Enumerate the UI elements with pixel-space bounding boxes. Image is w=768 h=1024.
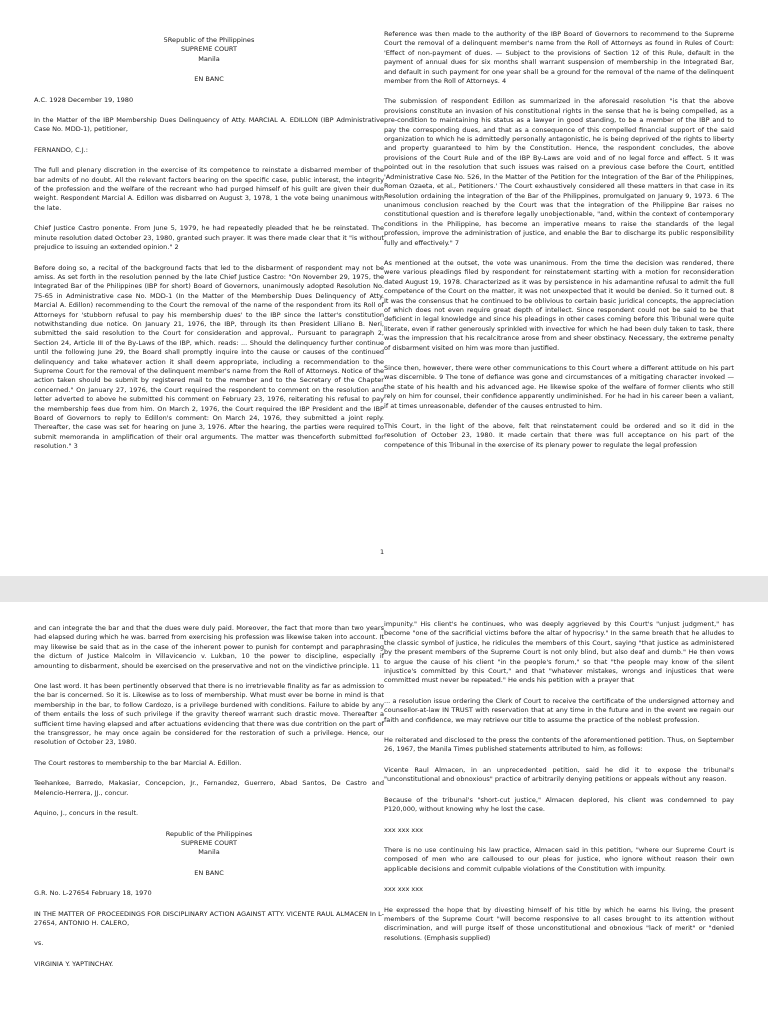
paragraph: ... a resolution issue ordering the Clerk of Court to receive the certificate of the undersigned attorney and counsellor-at-law IN TRUST with reservation that at any time in the future and in the event we regain our faith and confidence, we may retrieve our title to assume the practice of the noblest profession. — [384, 696, 734, 724]
versus: vs. — [34, 939, 44, 948]
paragraph: impunity." His client's he continues, who was deeply aggrieved by this Court's "unjust judgment," has become "one of the sacrificial victims before the altar of hypocrisy." In the same breath that he alludes to the classic symbol of justice, he ridicules the members of this Court, saying "that justice as administered by the present members of the Supreme Court is not only blind, but also deaf and dumb." He then vows to argue the cause of his client "in the people's forum," so that "the people may know of the silent injustice's committed by this Court," and that "whatever mistakes, wrongs and injustices that were committed must never be repeated." He ends his petition with a prayer that — [384, 620, 734, 685]
respondent-name: VIRGINIA Y. YAPTINCHAY. — [34, 959, 114, 968]
header-court: SUPREME COURT — [180, 838, 238, 847]
paragraph: He expressed the hope that by divesting himself of his title by which he earns his living, the present members of the Supreme Court "will become responsive to all cases brought to its attention without discrimination, and will purge itself of those unconstitutional and obnoxious "lack of merit" or "denied resolutions. (Emphasis supplied) — [384, 905, 734, 942]
paragraph: and can integrate the bar and that the dues were duly paid. Moreover, the fact that more than two years had elapsed during which he was. barred from exercising his profession was likewise taken into account. It may likewise be said that as in the case of the inherent power to punish for contempt and paraphrasing the dictum of Justice Malcolm in Villavicencio v. Lukban, 10 the power to discipline, especially if amounting to disbarment, should be exercised on the preservative and not on the vindictive principle. 11 — [34, 624, 384, 670]
header-city: Manila — [198, 848, 220, 857]
page2-left-column — [34, 624, 384, 1024]
header-court: SUPREME COURT — [180, 45, 238, 54]
paragraph: Because of the tribunal's "short-cut justice," Almacen deplored, his client was condemned to pay P120,000, without knowing why he lost the case. — [384, 795, 734, 814]
en-banc-heading: EN BANC — [194, 75, 224, 84]
paragraph: This Court, in the light of the above, felt that reinstatement could be ordered and so it did in the resolution of October 23, 1980. It made certain that there was full acceptance on his part of the competence of this Tribunal in the exercise of its plenary power to regulate the legal profession — [384, 422, 734, 449]
case-number-date: A.C. 1928 December 19, 1980 — [34, 95, 134, 104]
paragraph: Aquino, J., concurs in the result. — [34, 809, 139, 818]
page1-right-column — [384, 30, 734, 540]
page2-right-column — [384, 620, 734, 1024]
paragraph: There is no use continuing his law practice, Almacen said in this petition, "where our Supreme Court is composed of men who are calloused to our pleas for justice, who ignore without reason their own applicable decisions and commit culpable violations of the Constitution with impunity. — [384, 845, 734, 873]
paragraph: The submission of respondent Edillon as summarized in the aforesaid resolution "is that the above provisions constitute an invasion of his constitutional rights in the sense that he is being compelled, as a pre-condition to maintaining his status as a lawyer in good standing, to be a member of the IBP and to pay the corresponding dues, and that as a consequence of this compelled financial support of the said organization to which he is admittedly personally antagonistic, he is being deprived of the rights to liberty and property guaranteed to him by the Constitution. Hence, the respondent concludes, the above provisions of the Court Rule and of the IBP By-Laws are void and of no legal force and effect. 5 It was pointed out in the resolution that such issues was raised on a previous case before the Court, entitled 'Administrative Case No. 526, In the Matter of the Petition for the Integration of the Bar of the Philippines, Roman Ozaeta, et al., Petitioners.' The Court exhaustively considered all these matters in that case in its Resolution ordaining the integration of the Bar of the Philippines, promulgated on January 9, 1973. 6 The unanimous conclusion reached by the Court was that the integration of the Philippine Bar raises no constitutional question and is therefore legally unobjectionable, "and, within the context of contemporary conditions in the Philippine, has become an imperative means to raise the standards of the legal profession, improve the administration of justice, and enable the Bar to discharge its public responsibility fully and effectively." 7 — [384, 97, 734, 247]
paragraph: Before doing so, a recital of the background facts that led to the disbarment of respondent may not be amiss. As set forth in the resolution penned by the late Chief Justice Castro: "On November 29, 1975, the Integrated Bar of the Philippines (IBP for short) Board of Governors, unanimously adopted Resolution No. 75-65 in Administrative case No. MDD-1 (In the Matter of the Membership Dues Delinquency of Atty. Marcial A. Edillon) recommending to the Court the removal of the name of the respondent from its Roll of Attorneys for 'stubborn refusal to pay his membership dues' to the IBP since the latter's constitution notwithstanding due notice. On January 21, 1976, the IBP, through its then President Liliano B. Neri, submitted the said resolution to the Court for consideration and approval,. Pursuant to paragraph 2, Section 24, Article III of the By-Laws of the IBP, which. reads: ... Should the delinquency further continue until the following June 29, the Board shall promptly inquire into the cause or causes of the continued delinquency and take whatever action it shall deem appropriate, including a recommendation to the Supreme Court for the removal of the delinquent member's name from the Roll of Attorneys. Notice of the action taken should be submit by registered mail to the member and to the Secretary of the Chapter concerned." On January 27, 1976, the Court required the respondent to comment on the resolution and letter adverted to above he submitted his comment on February 23, 1976, reiterating his refusal to pay the membership fees due from him. On March 2, 1976, the Court required the IBP President and the IBP Board of Governors to reply to Edillon's comment: On March 24, 1976, they submitted a joint reply. Thereafter, the case was set for hearing on June 3, 1976. After the hearing, the parties were required to submit memoranda in amplification of their oral arguments. The matter was thenceforth submitted for resolution." 3 — [34, 263, 384, 451]
paragraph: Teehankee, Barredo, Makasiar, Concepcion, Jr., Fernandez, Guerrero, Abad Santos, De Castro and Melencio-Herrera, JJ., concur. — [34, 779, 384, 797]
ponente: FERNANDO, C.J.: — [34, 145, 88, 154]
paragraph: Vicente Raul Almacen, in an unprecedented petition, said he did it to expose the tribunal's "unconstitutional and obnoxious" practice of arbitrarily denying petitions or appeals without any reason. — [384, 765, 734, 784]
header-republic: 5Republic of the Philippines — [163, 36, 255, 44]
case-number-date: G.R. No. L-27654 February 18, 1970 — [34, 889, 152, 898]
paragraph: The Court restores to membership to the bar Marcial A. Edillon. — [34, 758, 242, 767]
paragraph: One last word. It has been pertinently observed that there is no irretrievable finality as far as admission to the bar is concerned. So it is. Likewise as to loss of membership. What must ever be borne in mind is that membership in the bar, to follow Cardozo, is a privilege burdened with conditions. Failure to abide by any of them entails the loss of such privilege if the gravity thereof warrant such drastic move. Thereafter a sufficient time having elapsed and after actuations evidencing that there was due contrition on the part of the transgressor, he may once again be considered for the restoration of such a privilege. Hence, our resolution of October 23, 1980. — [34, 682, 384, 747]
header-republic: Republic of the Philippines — [165, 829, 253, 838]
paragraph: Reference was then made to the authority of the IBP Board of Governors to recommend to the Supreme Court the removal of a delinquent member's name from the Roll of Attorneys as found in Rules of Court: 'Effect of non-payment of dues. — Subject to the provisions of Section 12 of this Rule, default in the payment of annual dues for six months shall warrant suspension of membership in the Integrated Bar, and default in such payment for one year shall be a ground for the removal of the name of the delinquent member from the Roll of Attorneys. 4 — [384, 30, 734, 86]
ellipsis-marker: xxx xxx xxx — [384, 885, 424, 894]
document-page-2 — [0, 602, 768, 1024]
case-caption: In the Matter of the IBP Membership Dues Delinquency of Atty. MARCIAL A. EDILLON (IBP Administrative Case No. MDD-1), petitioner, — [34, 116, 384, 134]
en-banc-heading: EN BANC — [194, 868, 224, 877]
case-caption: IN THE MATTER OF PROCEEDINGS FOR DISCIPLINARY ACTION AGAINST ATTY. VICENTE RAUL ALMACEN In L-27654, ANTONIO H. CALERO, — [34, 909, 384, 927]
ellipsis-marker: xxx xxx xxx — [384, 825, 424, 834]
paragraph: As mentioned at the outset, the vote was unanimous. From the time the decision was rendered, there were various pleadings filed by respondent for reinstatement starting with a motion for reconsideration dated August 19, 1978. Characterized as it was by persistence in his adamantine refusal to admit the full competence of the Court on the matter, it was not unexpected that it would be denied. So it turned out. 8 It was the consensus that he continued to be oblivious to certain basic juridical concepts, the appreciation of which does not even require great depth of intellect. Since respondent could not be said to be that deficient in legal knowledge and since his pleadings in other cases coming before this Tribunal were quite literate, even if rather generously sprinkled with invective for which he had been duly taken to task, there was the impression that his recalcitrance arose from and sheer obstinacy. Necessary, the extreme penalty of disbarment visited on him was more than justified. — [384, 258, 734, 352]
header-city: Manila — [198, 54, 220, 63]
page1-left-column — [34, 36, 384, 556]
paragraph: He reiterated and disclosed to the press the contents of the aforementioned petition. Thus, on September 26, 1967, the Manila Times published statements attributed to him, as follows: — [384, 736, 734, 754]
paragraph: The full and plenary discretion in the exercise of its competence to reinstate a disbarred member of the bar admits of no doubt. All the relevant factors bearing on the specific case, public interest, the integrity of the profession and the welfare of the recreant who had purged himself of his guilt are given their due weight. Respondent Marcial A. Edillon was disbarred on August 3, 1978, 1 the vote being unanimous with the late. — [34, 166, 384, 212]
page-number: 1 — [380, 548, 385, 556]
page-separator — [0, 576, 768, 602]
paragraph: Chief Justice Castro ponente. From June 5, 1979, he had repeatedly pleaded that he be reinstated. The minute resolution dated October 23, 1980, granted such prayer. It was there made clear that it "is without prejudice to issuing an extended opinion." 2 — [34, 224, 384, 252]
paragraph: Since then, however, there were other communications to this Court where a different attitude on his part was discernible. 9 The tone of defiance was gone and circumstances of a mitigating character invoked — the state of his health and his advanced age. He likewise spoke of the welfare of former clients who still rely on him for counsel, their confidence apparently undiminished. For he had in his career been a valiant, if at times unreasonable, defender of the causes entrusted to him. — [384, 364, 734, 410]
